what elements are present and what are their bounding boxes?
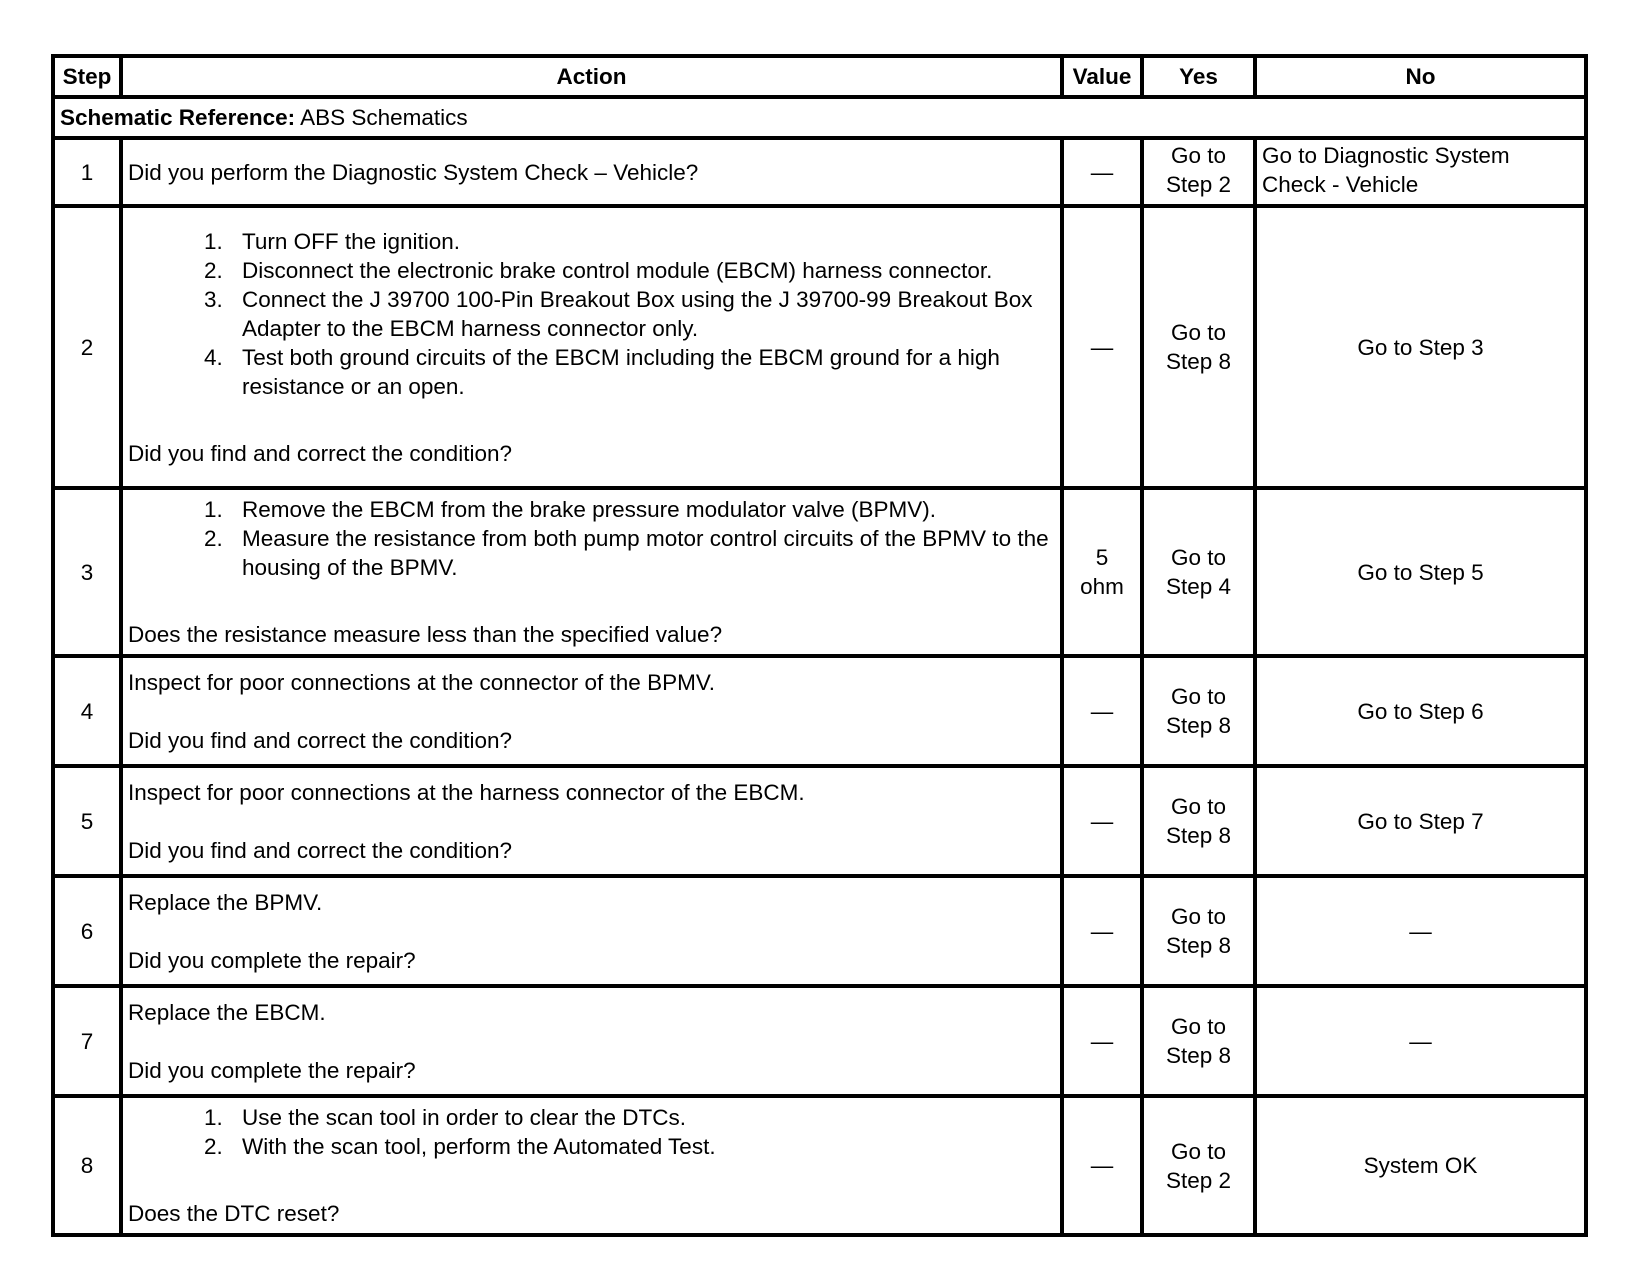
action-question: Did you find and correct the condition?	[128, 727, 512, 753]
action-intro: Replace the EBCM.	[128, 999, 326, 1025]
action-step: 1. Remove the EBCM from the brake pressure modulator valve (BPMV).	[229, 495, 1055, 524]
yes-cell: Go to Step 4	[1142, 488, 1255, 656]
step-number: 2	[53, 206, 121, 488]
step-number: 5	[53, 766, 121, 876]
yes-cell: Go to Step 2	[1142, 138, 1255, 206]
yes-cell: Go to Step 2	[1142, 1096, 1255, 1235]
header-step: Step	[53, 56, 121, 97]
action-question: Does the DTC reset?	[128, 1201, 340, 1226]
value-cell: —	[1062, 876, 1142, 986]
action-cell	[121, 986, 1062, 1096]
action-steps	[128, 227, 1055, 401]
value-cell: —	[1062, 656, 1142, 766]
step-number: 1	[53, 138, 121, 206]
no-cell: Go to Diagnostic System Check - Vehicle	[1255, 138, 1586, 206]
step-number: 8	[53, 1096, 121, 1235]
value-cell: —	[1062, 766, 1142, 876]
yes-cell: Go to Step 8	[1142, 656, 1255, 766]
action-question: Did you complete the repair?	[128, 947, 416, 973]
no-cell: Go to Step 5	[1255, 488, 1586, 656]
action-intro: Inspect for poor connections at the harness connector of the EBCM.	[128, 779, 805, 805]
action-step: 4. Test both ground circuits of the EBCM including the EBCM ground for a high resistance or an open.	[229, 343, 1055, 401]
action-cell	[121, 766, 1062, 876]
header-action: Action	[121, 56, 1062, 97]
action-step: 2. Measure the resistance from both pump motor control circuits of the BPMV to the housing of the BPMV.	[229, 524, 1055, 582]
table-row	[53, 206, 1586, 488]
step-number: 6	[53, 876, 121, 986]
action-cell	[121, 488, 1062, 656]
no-cell: Go to Step 6	[1255, 656, 1586, 766]
value-cell: —	[1062, 138, 1142, 206]
schematic-reference-row	[53, 97, 1586, 138]
no-cell: —	[1255, 986, 1586, 1096]
header-row	[53, 56, 1586, 97]
diagnostic-table	[51, 54, 1588, 1237]
value-cell: —	[1062, 986, 1142, 1096]
action-steps	[128, 495, 1055, 582]
schematic-reference-value: ABS Schematics	[295, 105, 468, 130]
table-row	[53, 1096, 1586, 1235]
action-intro: Did you perform the Diagnostic System Check – Vehicle?	[128, 159, 699, 185]
step-number: 4	[53, 656, 121, 766]
action-cell	[121, 138, 1062, 206]
action-question: Did you find and correct the condition?	[128, 440, 512, 466]
step-number: 7	[53, 986, 121, 1096]
action-steps	[128, 1103, 1055, 1161]
action-step: 2. Disconnect the electronic brake control module (EBCM) harness connector.	[229, 256, 1055, 285]
value-cell: —	[1062, 1096, 1142, 1235]
action-question: Did you find and correct the condition?	[128, 837, 512, 863]
no-cell: Go to Step 3	[1255, 206, 1586, 488]
action-cell	[121, 206, 1062, 488]
action-cell	[121, 656, 1062, 766]
table-row	[53, 488, 1586, 656]
schematic-reference	[53, 97, 1586, 138]
action-step: 1. Turn OFF the ignition.	[229, 227, 1055, 256]
yes-cell: Go to Step 8	[1142, 766, 1255, 876]
table-row	[53, 656, 1586, 766]
table-row	[53, 986, 1586, 1096]
table-row	[53, 766, 1586, 876]
action-intro: Inspect for poor connections at the connector of the BPMV.	[128, 669, 716, 695]
table-row	[53, 138, 1586, 206]
action-step: 2. With the scan tool, perform the Automated Test.	[229, 1132, 1055, 1161]
yes-cell: Go to Step 8	[1142, 206, 1255, 488]
header-value: Value	[1062, 56, 1142, 97]
action-question: Does the resistance measure less than the specified value?	[128, 622, 723, 647]
action-cell	[121, 876, 1062, 986]
schematic-reference-label: Schematic Reference:	[60, 105, 296, 130]
table-row	[53, 876, 1586, 986]
no-cell: —	[1255, 876, 1586, 986]
header-yes: Yes	[1142, 56, 1255, 97]
action-cell	[121, 1096, 1062, 1235]
action-step: 3. Connect the J 39700 100-Pin Breakout Box using the J 39700-99 Breakout Box Adapter to the EBCM harness connector only.	[229, 285, 1055, 343]
action-question: Did you complete the repair?	[128, 1057, 416, 1083]
yes-cell: Go to Step 8	[1142, 876, 1255, 986]
value-cell: 5 ohm	[1062, 488, 1142, 656]
step-number: 3	[53, 488, 121, 656]
no-cell: System OK	[1255, 1096, 1586, 1235]
action-step: 1. Use the scan tool in order to clear the DTCs.	[229, 1103, 1055, 1132]
value-cell: —	[1062, 206, 1142, 488]
yes-cell: Go to Step 8	[1142, 986, 1255, 1096]
action-intro: Replace the BPMV.	[128, 889, 323, 915]
header-no: No	[1255, 56, 1586, 97]
no-cell: Go to Step 7	[1255, 766, 1586, 876]
